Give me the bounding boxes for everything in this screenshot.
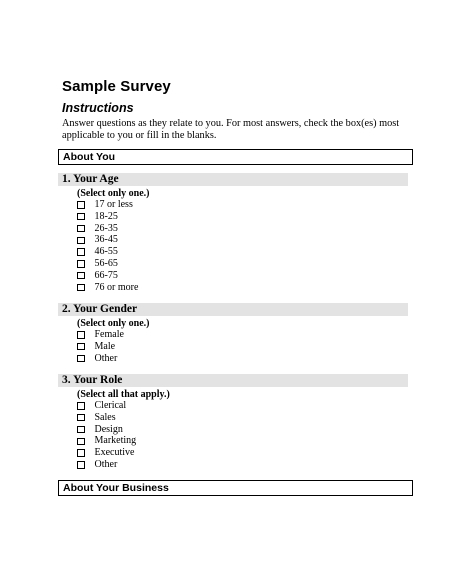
checkbox-icon[interactable] — [77, 213, 85, 221]
page-title: Sample Survey — [62, 78, 171, 95]
option-label: 76 or more — [94, 281, 139, 293]
option-label: 26-35 — [94, 222, 118, 234]
option-label: 17 or less — [94, 199, 133, 210]
question-gender-options — [77, 329, 124, 364]
option-label: Design — [94, 423, 123, 435]
option-gender-male[interactable] — [77, 341, 124, 353]
checkbox-icon[interactable] — [77, 201, 85, 209]
checkbox-icon[interactable] — [77, 426, 85, 434]
option-role-design[interactable] — [77, 424, 136, 436]
option-label: Other — [94, 458, 118, 470]
checkbox-icon[interactable] — [77, 331, 85, 339]
checkbox-icon[interactable] — [77, 225, 85, 233]
option-label: 46-55 — [94, 246, 118, 258]
option-age-26-35[interactable] — [77, 223, 138, 235]
option-role-other[interactable] — [77, 459, 136, 471]
checkbox-icon[interactable] — [77, 260, 85, 268]
section-about-your-business: About Your Business — [58, 480, 413, 496]
option-age-46-55[interactable] — [77, 246, 138, 258]
checkbox-icon[interactable] — [77, 272, 85, 280]
question-role-header: 3. Your Role — [58, 374, 408, 387]
option-age-36-45[interactable] — [77, 234, 138, 246]
option-role-clerical[interactable] — [77, 400, 136, 412]
option-label: Clerical — [94, 400, 127, 411]
checkbox-icon[interactable] — [77, 248, 85, 256]
option-label: Marketing — [94, 435, 137, 447]
option-gender-female[interactable] — [77, 329, 124, 341]
option-label: 18-25 — [94, 210, 118, 222]
section-about-you: About You — [58, 149, 413, 165]
option-age-18-25[interactable] — [77, 211, 138, 223]
option-role-sales[interactable] — [77, 412, 136, 424]
instructions-heading: Instructions — [62, 101, 134, 115]
checkbox-icon[interactable] — [77, 284, 85, 292]
question-role-options — [77, 400, 136, 471]
option-label: 66-75 — [94, 269, 118, 281]
option-label: Executive — [94, 447, 135, 459]
checkbox-icon[interactable] — [77, 414, 85, 422]
question-gender-header: 2. Your Gender — [58, 303, 408, 316]
option-age-56-65[interactable] — [77, 258, 138, 270]
option-label: Sales — [94, 411, 116, 423]
option-role-executive[interactable] — [77, 447, 136, 459]
checkbox-icon[interactable] — [77, 355, 85, 363]
question-age-options — [77, 199, 138, 293]
option-label: Male — [94, 340, 116, 352]
option-label: Female — [94, 329, 124, 340]
question-age-header: 1. Your Age — [58, 173, 408, 186]
checkbox-icon[interactable] — [77, 237, 85, 245]
option-label: Other — [94, 352, 118, 364]
question-age-instruction: (Select only one.) — [77, 188, 150, 199]
option-age-66-75[interactable] — [77, 270, 138, 282]
option-label: 56-65 — [94, 257, 118, 269]
checkbox-icon[interactable] — [77, 402, 85, 410]
instructions-text: Answer questions as they relate to you. For most answers, check the box(es) most applicable to you or fill in the blanks. — [62, 118, 400, 141]
question-gender-instruction: (Select only one.) — [77, 318, 150, 329]
option-role-marketing[interactable] — [77, 435, 136, 447]
checkbox-icon[interactable] — [77, 343, 85, 351]
checkbox-icon[interactable] — [77, 438, 85, 446]
option-age-76-or-more[interactable] — [77, 282, 138, 294]
checkbox-icon[interactable] — [77, 461, 85, 469]
question-role-instruction: (Select all that apply.) — [77, 389, 170, 400]
option-age-17-or-less[interactable] — [77, 199, 138, 211]
option-gender-other[interactable] — [77, 353, 124, 365]
checkbox-icon[interactable] — [77, 449, 85, 457]
option-label: 36-45 — [94, 234, 118, 246]
